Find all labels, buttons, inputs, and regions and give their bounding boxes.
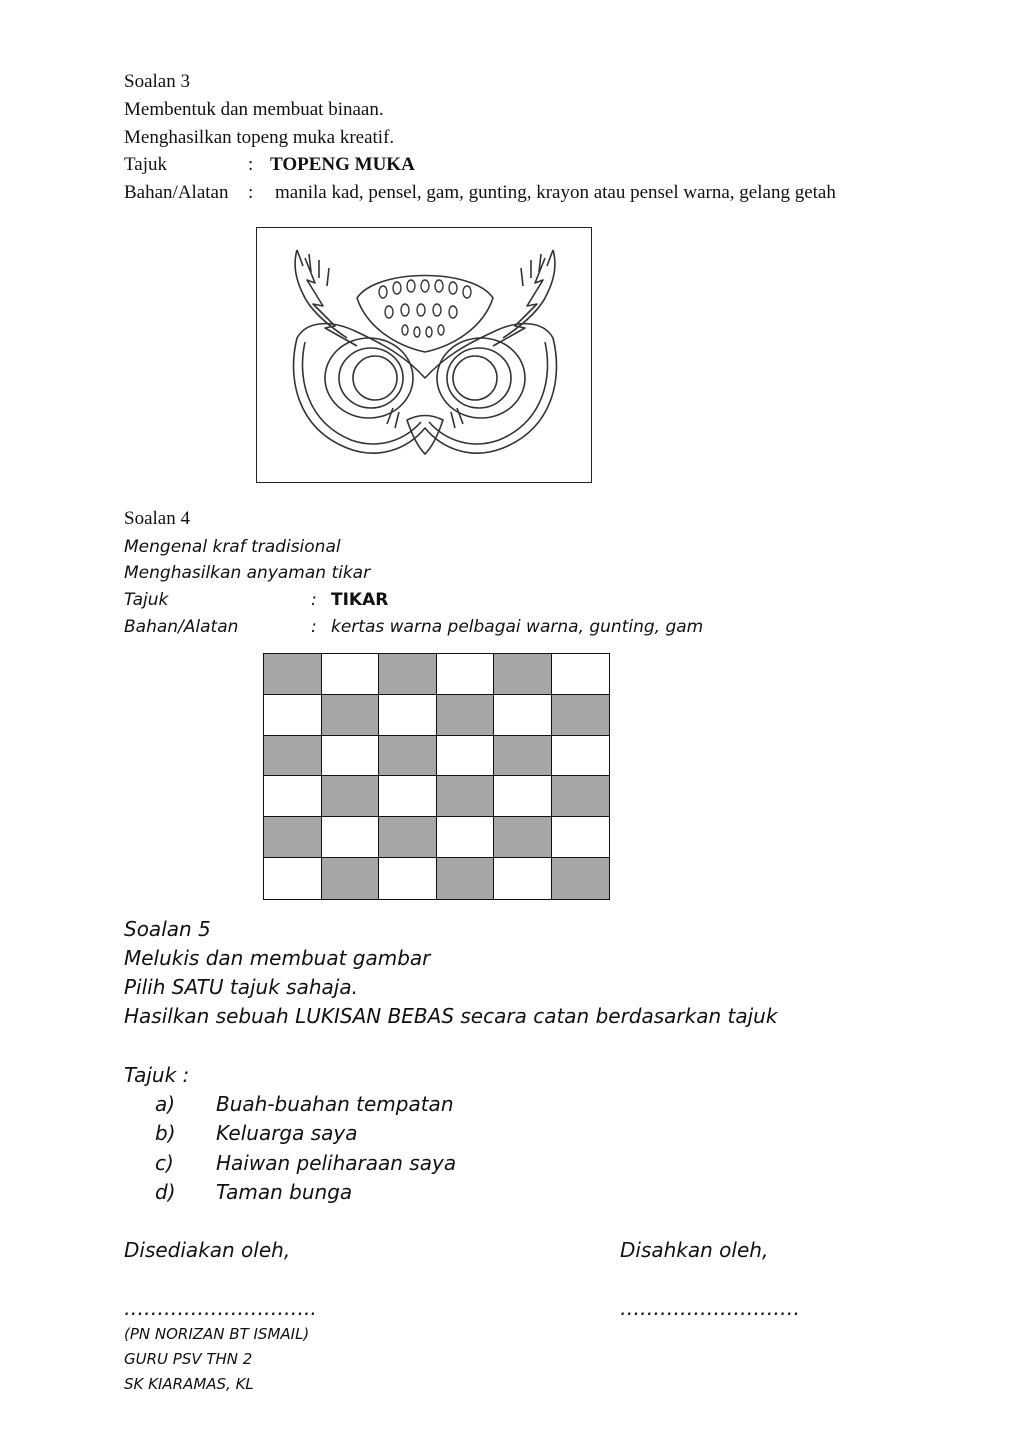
grid-cell <box>494 654 552 695</box>
q4-line-2: Menghasilkan anyaman tikar <box>124 563 371 583</box>
option-text: Taman bunga <box>216 1180 353 1204</box>
grid-cell <box>322 776 380 817</box>
q3-bahan-colon: : <box>248 182 254 203</box>
teacher-position: GURU PSV THN 2 <box>124 1350 253 1368</box>
prepared-by-label: Disediakan oleh, <box>124 1238 291 1262</box>
owl-mask-illustration <box>256 227 592 483</box>
approved-by-label: Disahkan oleh, <box>620 1238 769 1262</box>
q5-line-2: Pilih SATU tajuk sahaja. <box>124 975 358 999</box>
grid-cell <box>437 736 495 777</box>
grid-cell <box>264 776 322 817</box>
q3-tajuk-value: TOPENG MUKA <box>270 154 415 175</box>
grid-cell <box>552 858 610 899</box>
owl-mask-icon <box>257 228 593 484</box>
option-text: Keluarga saya <box>216 1121 358 1145</box>
prepared-signature-line: ……………………….. <box>124 1296 317 1320</box>
option-letter: d) <box>155 1180 176 1204</box>
q4-tajuk-value: TIKAR <box>331 590 389 610</box>
grid-cell <box>437 776 495 817</box>
option-text: Haiwan peliharaan saya <box>216 1151 457 1175</box>
grid-cell <box>379 776 437 817</box>
grid-cell <box>552 817 610 858</box>
q4-bahan-colon: : <box>311 617 317 637</box>
q3-bahan-value: manila kad, pensel, gam, gunting, krayon atau pensel warna, gelang getah <box>275 182 836 203</box>
grid-cell <box>322 736 380 777</box>
grid-cell <box>264 736 322 777</box>
q4-bahan-value: kertas warna pelbagai warna, gunting, gam <box>331 617 704 637</box>
q3-heading: Soalan 3 <box>124 71 190 92</box>
q5-heading: Soalan 5 <box>124 917 211 941</box>
grid-cell <box>552 776 610 817</box>
grid-cell <box>437 654 495 695</box>
q3-line-1: Membentuk dan membuat binaan. <box>124 99 384 120</box>
q5-line-3: Hasilkan sebuah LUKISAN BEBAS secara catan berdasarkan tajuk <box>124 1004 778 1028</box>
option-letter: c) <box>155 1151 174 1175</box>
q3-tajuk-label: Tajuk <box>124 154 167 175</box>
grid-cell <box>379 736 437 777</box>
grid-cell <box>494 695 552 736</box>
option-text: Buah-buahan tempatan <box>216 1092 454 1116</box>
grid-cell <box>264 695 322 736</box>
grid-cell <box>379 654 437 695</box>
approved-signature-line: ……………………… <box>620 1296 800 1320</box>
grid-cell <box>494 858 552 899</box>
grid-cell <box>552 695 610 736</box>
teacher-name: (PN NORIZAN BT ISMAIL) <box>124 1325 310 1343</box>
grid-cell <box>264 817 322 858</box>
grid-cell <box>379 858 437 899</box>
grid-cell <box>552 654 610 695</box>
grid-cell <box>437 817 495 858</box>
grid-cell <box>322 695 380 736</box>
school-name: SK KIARAMAS, KL <box>124 1375 254 1393</box>
q4-bahan-label: Bahan/Alatan <box>124 617 239 637</box>
grid-cell <box>322 654 380 695</box>
grid-cell <box>264 858 322 899</box>
q5-tajuk-label: Tajuk : <box>124 1063 190 1087</box>
q4-tajuk-label: Tajuk <box>124 590 169 610</box>
q3-line-2: Menghasilkan topeng muka kreatif. <box>124 127 395 148</box>
q4-heading: Soalan 4 <box>124 508 190 529</box>
grid-cell <box>494 817 552 858</box>
grid-cell <box>494 776 552 817</box>
grid-cell <box>379 817 437 858</box>
q3-bahan-label: Bahan/Alatan <box>124 182 229 203</box>
option-letter: b) <box>155 1121 176 1145</box>
q5-line-1: Melukis dan membuat gambar <box>124 946 431 970</box>
grid-cell <box>437 695 495 736</box>
grid-cell <box>437 858 495 899</box>
q3-tajuk-colon: : <box>248 154 254 175</box>
grid-cell <box>322 858 380 899</box>
grid-cell <box>322 817 380 858</box>
q4-line-1: Mengenal kraf tradisional <box>124 537 341 557</box>
option-letter: a) <box>155 1092 176 1116</box>
grid-cell <box>552 736 610 777</box>
grid-cell <box>264 654 322 695</box>
tikar-weave-grid <box>263 653 610 900</box>
grid-cell <box>379 695 437 736</box>
q4-tajuk-colon: : <box>311 590 317 610</box>
grid-cell <box>494 736 552 777</box>
